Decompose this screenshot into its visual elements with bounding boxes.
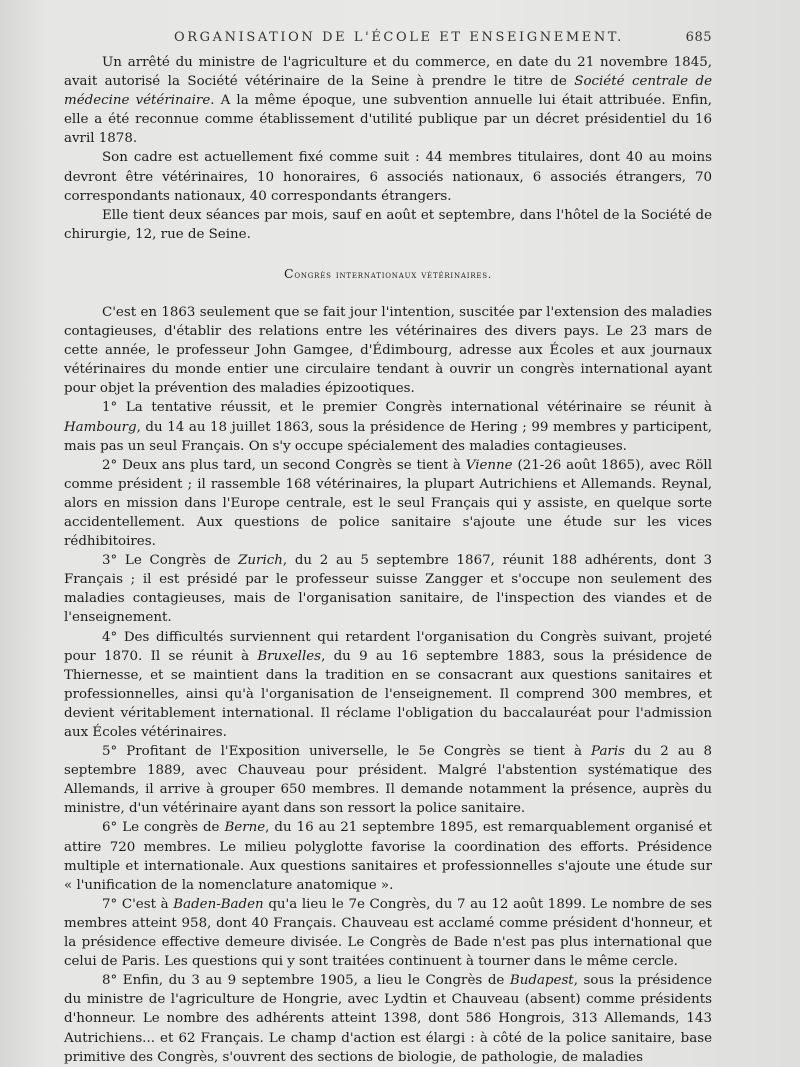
paragraph-congres-4: 4° Des difficultés surviennent qui retardent l'organisation du Congrès suivant, projeté pour 1870. Il se réunit à Bruxelles, du 9 au 16 septembre 1883, sous la présidence de Thiernesse, et se maintient dans la tradition en se consacrant aux questions sanitaires et professionnelles, ainsi qu'à l'organisation de l'enseignement. Il comprend 300 membres, et devient véritablement international. Il réclame l'obligation du baccalauréat pour l'admission aux Écoles vétérinaires. [64,629,712,740]
section-heading: Congrès internationaux vétérinaires. [283,265,493,281]
paragraph-congres-3: 3° Le Congrès de Zurich, du 2 au 5 septembre 1867, réunit 188 adhérents, dont 3 Français ; il est présidé par le professeur suisse Zangger et s'occupe non seulement des maladies contagieuses, mais de l'organisation sanitaire, de l'inspection des viandes et de l'enseignement. [64,553,712,626]
paragraph-congres-6: 6° Le congrès de Berne, du 16 au 21 septembre 1895, est remarquablement organisé et attire 720 membres. Le milieu polyglotte favorise la coordination des efforts. Présidence multiple et internationale. Aux questions sanitaires et professionnelles s'ajoute une étude sur « l'unification de la nomenclature anatomique ». [64,820,712,893]
paragraph-societe-centrale: Un arrêté du ministre de l'agriculture et du commerce, en date du 21 novembre 1845, avait autorisé la Société vétérinaire de la Seine à prendre le titre de Société centrale de médecine vétérinaire. A la même époque, une subvention annuelle lui était attribuée. Enfin, elle a été reconnue comme établissement d'utilité publique par un décret présidentiel du 16 avril 1878. [64,55,712,147]
running-header [174,30,712,45]
paragraph-intro: C'est en 1863 seulement que se fait jour l'intention, suscitée par l'extension des maladies contagieuses, d'établir des relations entre les vétérinaires des divers pays. Le 23 mars de cette année, le professeur John Gamgee, d'Édimbourg, adresse aux Écoles et aux journaux vétérinaires du monde entier une circulaire tendant à ouvrir un congrès international ayant pour objet la prévention des maladies épizootiques. [64,304,712,397]
italic-city: Zurich [238,553,283,569]
paragraph-congres-5: 5° Profitant de l'Exposition universelle, le 5e Congrès se tient à Paris du 2 au 8 septembre 1889, avec Chauveau pour président. Malgré l'abstention systématique des Allemands, il arrive à grouper 650 membres. Il demande notamment la présence, auprès du ministre, d'un vétérinaire ayant dans son ressort la police sanitaire. [64,744,712,817]
paragraph-cadre: Son cadre est actuellement fixé comme suit : 44 membres titulaires, dont 40 au moins devront être vétérinaires, 10 honoraires, 6 associés nationaux, 6 associés étrangers, 70 correspondants nationaux, 40 correspondants étrangers. [64,150,712,204]
italic-city: Vienne [465,457,513,473]
paragraph-seances: Elle tient deux séances par mois, sauf en août et septembre, dans l'hôtel de la Société de chirurgie, 12, rue de Seine. [64,207,712,242]
paragraph-congres-1: 1° La tentative réussit, et le premier Congrès international vétérinaire se réunit à Hambourg, du 14 au 18 juillet 1863, sous la présidence de Hering ; 99 membres y participent, mais pas un seul Français. On s'y occupe spécialement des maladies contagieuses. [64,400,712,454]
paragraph-congres-7: 7° C'est à Baden-Baden qu'a lieu le 7e Congrès, du 7 au 12 août 1899. Le nombre de ses membres atteint 958, dont 40 Français. Chauveau est acclamé comme président d'honneur, et la présidence effective demeure divisée. Le Congrès de Bade n'est pas plus international que celui de Paris. Les questions qui y sont traitées continuent à tourner dans le même cercle. [64,896,712,970]
italic-city: Berne [224,820,266,836]
paragraph-congres-2: 2° Deux ans plus tard, un second Congrès se tient à Vienne (21-26 août 1865), avec Röll comme président ; il rassemble 168 vétérinaires, la plupart Autrichiens et Allemands. Reynal, alors en mission dans l'Europe centrale, est le seul Français qui y assiste, en quelque sorte accidentellement. Aux questions de police sanitaire s'ajoute une étude sur les vices rédhibitoires. [64,457,712,550]
page-number: 685 [685,30,712,45]
italic-city: Hambourg [64,419,137,435]
italic-city: Baden-Baden [173,896,264,912]
italic-city: Paris [591,744,625,760]
paragraph-congres-8: 8° Enfin, du 3 au 9 septembre 1905, a lieu le Congrès de Budapest, sous la présidence du ministre de l'agriculture de Hongrie, avec Lydtin et Chauveau (absent) comme présidents d'honneur. Le nombre des adhérents atteint 1398, dont 586 Hongrois, 313 Allemands, 143 Autrichiens... et 62 Français. Le champ d'action est élargi : à côté de la police sanitaire, base primitive des Congrès, s'ouvrent des sections de biologie, de pathologie, de maladies [64,973,712,1065]
italic-title: Société centrale de médecine vétérinaire [64,74,712,109]
running-title: ORGANISATION DE L'ÉCOLE ET ENSEIGNEMENT. [174,30,624,45]
italic-city: Bruxelles [257,648,322,664]
italic-city: Budapest [509,973,574,989]
